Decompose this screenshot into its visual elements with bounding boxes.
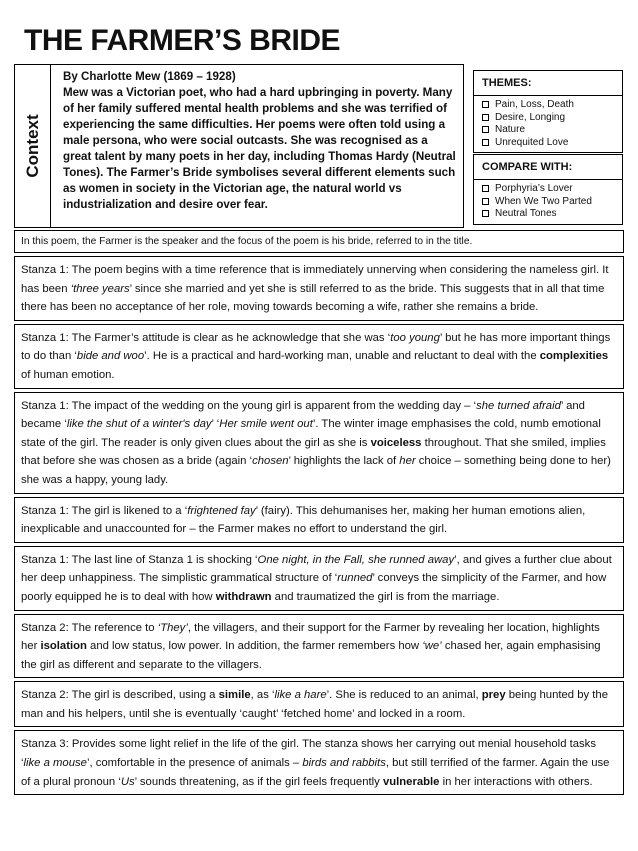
checkbox-icon [482,126,489,133]
context-body: Mew was a Victorian poet, who had a hard upbringing in poverty. Many of her family suffered mental health problems and she was terrified of experiencing the same difficulties. Her poems were often told using a male persona, who were social outcasts. She was recognised as a great talent by many poets in her day, including Thomas Hardy (Neutral Tones). The Farmer’s Bride symbolises several different elements such as women in society in the Victorian age, the natural world vs industrialization and desire over fear. [63,86,456,211]
stanza-row [14,730,624,795]
theme-item: Desire, Longing [482,112,618,125]
themes-list-box [473,95,623,153]
context-label-cell [14,64,51,228]
compare-list-box [473,179,623,225]
checkbox-icon [482,185,489,192]
context-label: Context [22,114,42,178]
checkbox-icon [482,198,489,205]
stanza-row [14,681,624,727]
checkbox-icon [482,139,489,146]
themes-heading-box [473,70,623,96]
themes-list [474,96,622,152]
theme-item: Nature [482,124,618,137]
stanza-row [14,256,624,321]
stanza-text: Stanza 1: The poem begins with a time reference that is immediately unnerving when considering the nameless girl. It has been ‘three years’ since she married and yet she is still referred to as the bride. This suggests that in all that time there has been no acceptance of her role, moving towards becoming a wife, rather she remains a bride. [21,264,609,314]
analysis-rows [14,230,624,798]
checkbox-icon [482,114,489,121]
stanza-row [14,392,624,494]
context-text-cell [51,64,464,228]
intro-text: In this poem, the Farmer is the speaker and the focus of the poem is his bride, referred to in the title. [21,236,473,247]
compare-item: Porphyria’s Lover [482,183,618,196]
themes-heading: THEMES: [482,77,532,89]
checkbox-icon [482,210,489,217]
stanza-text: Stanza 2: The reference to ‘They’, the villagers, and their support for the Farmer by revealing her location, highlights her isolation and low status, low power. In addition, the farmer remembers how ‘we’ chased her, again emphasising the girl as different and separate to the villagers. [21,621,601,671]
stanza-row [14,324,624,389]
stanza-text: Stanza 1: The last line of Stanza 1 is shocking ‘One night, in the Fall, she runned away’, and gives a further clue about her deep unhappiness. The simplistic grammatical structure of ‘runned’ conveys the simplicity of the Farmer, and how poorly equipped he is to deal with how withdrawn and traumatized the girl is from the marriage. [21,553,612,603]
stanza-text: Stanza 1: The Farmer’s attitude is clear as he acknowledge that she was ‘too young’ but he has more important things to do than ‘bide and woo’. He is a practical and hard-working man, unable and reluctant to deal with the complexities of human emotion. [21,331,611,381]
page-title: THE FARMER’S BRIDE [24,24,341,57]
context-author-line: By Charlotte Mew (1869 – 1928) [63,70,236,83]
compare-list [474,180,622,224]
theme-item: Pain, Loss, Death [482,99,618,112]
compare-heading: COMPARE WITH: [482,161,573,173]
stanza-text: Stanza 3: Provides some light relief in the life of the girl. The stanza shows her carrying out menial household tasks ‘like a mouse’, comfortable in the presence of animals – birds and rabbits, but still terrified of the farmer. Again the use of a plural pronoun ‘Us’ sounds threatening, as if the girl feels frequently vulnerable in her interactions with others. [21,738,610,788]
intro-row [14,230,624,253]
checkbox-icon [482,101,489,108]
stanza-text: Stanza 1: The girl is likened to a ‘frightened fay’ (fairy). This dehumanises her, making her human emotions alien, inexplicable and unaccounted for – the Farmer makes no effort to understand the girl. [21,504,586,536]
stanza-row [14,614,624,679]
stanza-text: Stanza 1: The impact of the wedding on the young girl is apparent from the wedding day – ‘she turned afraid’ and became ‘like the shut of a winter's day’ ‘Her smile went out’. The winter image emphasises the cold, numb emotional state of the girl. The reader is only given clues about the girl as she is voiceless throughout. That she smiled, implies that before she was chosen as a bride (again ‘chosen’ highlights the lack of her choice – something being done to her) she was a happy, young lady. [21,399,611,486]
compare-item: Neutral Tones [482,208,618,221]
compare-heading-box [473,154,623,180]
stanza-row [14,497,624,543]
stanza-text: Stanza 2: The girl is described, using a simile, as ‘like a hare’. She is reduced to an animal, prey being hunted by the man and his helpers, until she is eventually ‘caught’ ‘fetched home’ and locked in a room. [21,689,608,720]
theme-item: Unrequited Love [482,137,618,150]
compare-item: When We Two Parted [482,196,618,209]
stanza-row [14,546,624,611]
